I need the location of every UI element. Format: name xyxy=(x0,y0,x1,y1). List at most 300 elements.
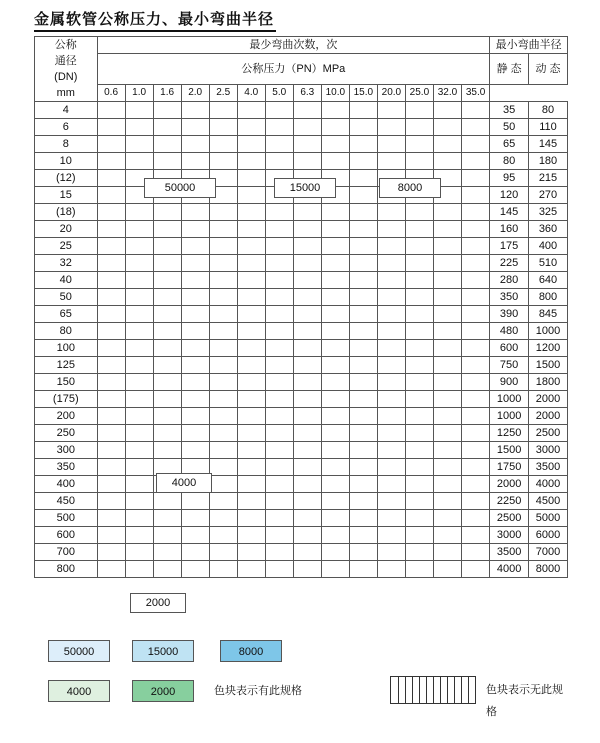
cell-available xyxy=(237,272,265,289)
cell-unavailable xyxy=(237,527,265,544)
cell-available xyxy=(97,204,125,221)
cell-available xyxy=(293,238,321,255)
table-row xyxy=(35,340,568,357)
cell-available xyxy=(349,187,377,204)
cell-unavailable xyxy=(209,476,237,493)
cell-unavailable xyxy=(349,391,377,408)
cell-unavailable xyxy=(461,510,489,527)
cell-unavailable xyxy=(461,204,489,221)
cell-available xyxy=(125,408,153,425)
cell-available xyxy=(237,204,265,221)
header-dn-line1: 公称 xyxy=(54,39,77,51)
cell-available xyxy=(293,306,321,323)
cell-unavailable xyxy=(349,408,377,425)
cell-unavailable xyxy=(265,442,293,459)
cell-unavailable xyxy=(321,425,349,442)
cell-available xyxy=(125,340,153,357)
header-row-1 xyxy=(35,37,568,54)
cell-unavailable xyxy=(209,527,237,544)
cell-available xyxy=(97,272,125,289)
cell-unavailable xyxy=(433,306,461,323)
cell-unavailable xyxy=(405,442,433,459)
cell-available xyxy=(237,289,265,306)
row-radius-dynamic: 2000 xyxy=(529,408,568,425)
cell-available xyxy=(97,306,125,323)
cell-unavailable xyxy=(321,340,349,357)
cell-available xyxy=(209,119,237,136)
cell-unavailable xyxy=(321,408,349,425)
row-dn-label: 50 xyxy=(35,289,98,306)
cell-unavailable xyxy=(349,306,377,323)
cell-unavailable xyxy=(461,391,489,408)
row-radius-static: 750 xyxy=(490,357,529,374)
legend-box-50000: 50000 xyxy=(48,640,110,662)
table-row xyxy=(35,204,568,221)
cell-unavailable xyxy=(377,442,405,459)
cell-unavailable xyxy=(265,527,293,544)
cell-unavailable xyxy=(461,357,489,374)
row-radius-dynamic: 640 xyxy=(529,272,568,289)
row-radius-dynamic: 145 xyxy=(529,136,568,153)
cell-available xyxy=(181,136,209,153)
cell-available xyxy=(125,323,153,340)
cell-available xyxy=(265,102,293,119)
row-dn-label: 350 xyxy=(35,459,98,476)
table-row xyxy=(35,102,568,119)
cell-available xyxy=(181,340,209,357)
cell-available xyxy=(153,425,181,442)
cell-available xyxy=(153,255,181,272)
table-row xyxy=(35,289,568,306)
cell-unavailable xyxy=(461,476,489,493)
cell-unavailable xyxy=(377,340,405,357)
cell-available xyxy=(321,204,349,221)
row-radius-static: 120 xyxy=(490,187,529,204)
cell-available xyxy=(181,153,209,170)
row-dn-label: 150 xyxy=(35,374,98,391)
cell-unavailable xyxy=(433,527,461,544)
row-radius-static: 1000 xyxy=(490,391,529,408)
cell-unavailable xyxy=(321,374,349,391)
pressure-col-header: 1.6 xyxy=(153,85,181,102)
cell-available xyxy=(349,119,377,136)
cell-unavailable xyxy=(265,391,293,408)
header-row-pressure-values xyxy=(35,85,568,102)
row-dn-label: 700 xyxy=(35,544,98,561)
cell-unavailable xyxy=(321,561,349,578)
cell-unavailable xyxy=(265,476,293,493)
legend-box-2000: 2000 xyxy=(132,680,194,702)
cell-unavailable xyxy=(405,510,433,527)
row-radius-static: 80 xyxy=(490,153,529,170)
cell-unavailable xyxy=(405,374,433,391)
cell-available xyxy=(97,408,125,425)
cell-unavailable xyxy=(377,476,405,493)
cell-unavailable xyxy=(433,391,461,408)
cell-available xyxy=(237,238,265,255)
cell-unavailable xyxy=(377,289,405,306)
cell-unavailable xyxy=(377,238,405,255)
cell-available xyxy=(97,561,125,578)
cell-available xyxy=(209,102,237,119)
cell-unavailable xyxy=(349,323,377,340)
cell-available xyxy=(237,136,265,153)
cell-unavailable xyxy=(377,408,405,425)
row-radius-dynamic: 180 xyxy=(529,153,568,170)
row-dn-label: (175) xyxy=(35,391,98,408)
cell-unavailable xyxy=(377,374,405,391)
cell-unavailable xyxy=(293,323,321,340)
header-radius-static: 静 态 xyxy=(490,54,529,85)
pressure-col-header: 10.0 xyxy=(321,85,349,102)
pressure-col-header: 5.0 xyxy=(265,85,293,102)
cell-unavailable xyxy=(209,459,237,476)
cell-unavailable xyxy=(405,391,433,408)
cell-unavailable xyxy=(405,306,433,323)
cell-available xyxy=(349,238,377,255)
cell-available xyxy=(405,119,433,136)
row-radius-dynamic: 6000 xyxy=(529,527,568,544)
row-radius-static: 2250 xyxy=(490,493,529,510)
header-row-2 xyxy=(35,54,568,68)
cell-unavailable xyxy=(377,391,405,408)
cell-available xyxy=(153,102,181,119)
cell-available xyxy=(125,561,153,578)
cell-available xyxy=(97,255,125,272)
cell-unavailable xyxy=(377,544,405,561)
pressure-col-header: 25.0 xyxy=(405,85,433,102)
row-dn-label: 800 xyxy=(35,561,98,578)
cell-available xyxy=(209,323,237,340)
cell-available xyxy=(293,272,321,289)
cell-unavailable xyxy=(461,272,489,289)
row-radius-dynamic: 5000 xyxy=(529,510,568,527)
row-radius-dynamic: 845 xyxy=(529,306,568,323)
cell-unavailable xyxy=(433,374,461,391)
cell-available xyxy=(97,442,125,459)
cell-unavailable xyxy=(293,408,321,425)
row-dn-label: 200 xyxy=(35,408,98,425)
table-row xyxy=(35,493,568,510)
cell-unavailable xyxy=(433,323,461,340)
cell-available xyxy=(97,323,125,340)
cell-available xyxy=(321,255,349,272)
header-dn-cell xyxy=(35,37,98,102)
cell-available xyxy=(237,153,265,170)
pressure-col-header: 20.0 xyxy=(377,85,405,102)
cell-available xyxy=(237,187,265,204)
cell-unavailable xyxy=(405,221,433,238)
cell-available xyxy=(181,255,209,272)
cell-available xyxy=(125,459,153,476)
spec-table-wrapper xyxy=(34,36,568,609)
cell-available xyxy=(97,357,125,374)
cell-unavailable xyxy=(461,459,489,476)
cell-unavailable xyxy=(405,527,433,544)
row-radius-static: 1000 xyxy=(490,408,529,425)
cell-available xyxy=(153,391,181,408)
row-radius-dynamic: 3500 xyxy=(529,459,568,476)
cell-available xyxy=(265,289,293,306)
cell-available xyxy=(265,204,293,221)
cell-unavailable xyxy=(209,544,237,561)
cell-unavailable xyxy=(433,493,461,510)
cell-available xyxy=(181,408,209,425)
cell-available xyxy=(125,442,153,459)
cell-unavailable xyxy=(181,544,209,561)
row-radius-dynamic: 2500 xyxy=(529,425,568,442)
cell-unavailable xyxy=(405,493,433,510)
row-dn-label: 100 xyxy=(35,340,98,357)
cell-available xyxy=(181,221,209,238)
row-radius-static: 175 xyxy=(490,238,529,255)
row-dn-label: 15 xyxy=(35,187,98,204)
cell-unavailable xyxy=(405,255,433,272)
cell-unavailable xyxy=(181,561,209,578)
cell-available xyxy=(265,119,293,136)
cell-unavailable xyxy=(433,255,461,272)
cell-unavailable xyxy=(349,357,377,374)
cell-available xyxy=(97,102,125,119)
legend-box-15000: 15000 xyxy=(132,640,194,662)
row-dn-label: 6 xyxy=(35,119,98,136)
cell-unavailable xyxy=(461,221,489,238)
cell-available xyxy=(293,289,321,306)
cell-unavailable xyxy=(461,374,489,391)
cell-available xyxy=(125,357,153,374)
cell-unavailable xyxy=(433,510,461,527)
cell-available xyxy=(153,357,181,374)
cell-available xyxy=(209,221,237,238)
cell-unavailable xyxy=(433,408,461,425)
cell-unavailable xyxy=(405,561,433,578)
cell-unavailable xyxy=(433,425,461,442)
cell-unavailable xyxy=(433,459,461,476)
cell-unavailable xyxy=(349,493,377,510)
cell-available xyxy=(265,323,293,340)
cell-unavailable xyxy=(265,510,293,527)
cell-unavailable xyxy=(433,442,461,459)
cell-available xyxy=(237,170,265,187)
cell-available xyxy=(97,153,125,170)
table-row xyxy=(35,357,568,374)
cell-available xyxy=(321,272,349,289)
cell-available xyxy=(153,204,181,221)
cell-available xyxy=(209,255,237,272)
cell-unavailable xyxy=(321,493,349,510)
cell-unavailable xyxy=(461,238,489,255)
table-row xyxy=(35,255,568,272)
header-pressure: 公称压力（PN）MPa xyxy=(97,54,490,85)
pressure-col-header: 0.6 xyxy=(97,85,125,102)
cell-unavailable xyxy=(349,425,377,442)
row-radius-dynamic: 2000 xyxy=(529,391,568,408)
row-dn-label: 32 xyxy=(35,255,98,272)
row-radius-static: 3000 xyxy=(490,527,529,544)
row-dn-label: 250 xyxy=(35,425,98,442)
cell-unavailable xyxy=(293,561,321,578)
overlay-value-8000: 8000 xyxy=(379,178,441,198)
cell-available xyxy=(321,221,349,238)
table-row xyxy=(35,544,568,561)
cell-available xyxy=(97,374,125,391)
cell-unavailable xyxy=(265,425,293,442)
cell-unavailable xyxy=(405,238,433,255)
cell-available xyxy=(209,340,237,357)
cell-available xyxy=(349,221,377,238)
row-dn-label: 500 xyxy=(35,510,98,527)
cell-available xyxy=(209,153,237,170)
pressure-col-header: 4.0 xyxy=(237,85,265,102)
cell-unavailable xyxy=(461,408,489,425)
row-radius-dynamic: 800 xyxy=(529,289,568,306)
cell-available xyxy=(209,272,237,289)
cell-unavailable xyxy=(349,442,377,459)
row-radius-dynamic: 4500 xyxy=(529,493,568,510)
cell-unavailable xyxy=(265,561,293,578)
cell-available xyxy=(181,289,209,306)
cell-available xyxy=(125,153,153,170)
cell-unavailable xyxy=(293,374,321,391)
header-radius: 最小弯曲半径 xyxy=(490,37,568,54)
cell-unavailable xyxy=(349,544,377,561)
table-row xyxy=(35,374,568,391)
cell-available xyxy=(209,238,237,255)
cell-unavailable xyxy=(321,442,349,459)
cell-unavailable xyxy=(321,510,349,527)
cell-available xyxy=(125,476,153,493)
overlay-value-4000: 4000 xyxy=(156,473,212,493)
cell-available xyxy=(97,510,125,527)
cell-available xyxy=(209,204,237,221)
row-dn-label: 4 xyxy=(35,102,98,119)
row-radius-dynamic: 3000 xyxy=(529,442,568,459)
overlay-value-15000: 15000 xyxy=(274,178,336,198)
cell-available xyxy=(265,221,293,238)
row-radius-dynamic: 360 xyxy=(529,221,568,238)
table-row xyxy=(35,408,568,425)
cell-unavailable xyxy=(237,425,265,442)
cell-available xyxy=(265,153,293,170)
cell-available xyxy=(321,153,349,170)
cell-available xyxy=(209,357,237,374)
cell-available xyxy=(97,425,125,442)
cell-available xyxy=(125,391,153,408)
cell-available xyxy=(97,391,125,408)
cell-unavailable xyxy=(321,357,349,374)
cell-unavailable xyxy=(349,289,377,306)
cell-unavailable xyxy=(461,442,489,459)
cell-unavailable xyxy=(461,306,489,323)
cell-available xyxy=(125,544,153,561)
cell-available xyxy=(97,493,125,510)
legend-box-8000: 8000 xyxy=(220,640,282,662)
row-radius-static: 95 xyxy=(490,170,529,187)
cell-available xyxy=(97,289,125,306)
cell-unavailable xyxy=(293,493,321,510)
cell-available xyxy=(153,493,181,510)
table-row xyxy=(35,561,568,578)
cell-available xyxy=(237,340,265,357)
cell-available xyxy=(125,374,153,391)
cell-available xyxy=(377,221,405,238)
cell-unavailable xyxy=(377,425,405,442)
cell-available xyxy=(97,476,125,493)
cell-unavailable xyxy=(209,561,237,578)
row-radius-static: 1250 xyxy=(490,425,529,442)
cell-available xyxy=(265,238,293,255)
cell-unavailable xyxy=(405,204,433,221)
cell-available xyxy=(153,119,181,136)
table-row xyxy=(35,527,568,544)
table-body xyxy=(35,102,568,578)
row-dn-label: (18) xyxy=(35,204,98,221)
cell-available xyxy=(293,255,321,272)
cell-available xyxy=(209,136,237,153)
cell-available xyxy=(181,102,209,119)
cell-available xyxy=(293,102,321,119)
cell-available xyxy=(153,340,181,357)
cell-unavailable xyxy=(293,340,321,357)
cell-available xyxy=(125,102,153,119)
table-row xyxy=(35,510,568,527)
cell-available xyxy=(265,136,293,153)
header-radius-dynamic: 动 态 xyxy=(529,54,568,85)
cell-available xyxy=(321,136,349,153)
cell-available xyxy=(181,425,209,442)
row-radius-static: 65 xyxy=(490,136,529,153)
row-radius-static: 2500 xyxy=(490,510,529,527)
cell-available xyxy=(153,153,181,170)
header-dn-line2: 通径 xyxy=(54,55,77,67)
cell-unavailable xyxy=(265,357,293,374)
cell-available xyxy=(209,442,237,459)
page-title: 金属软管公称压力、最小弯曲半径 xyxy=(34,12,275,28)
row-radius-dynamic: 400 xyxy=(529,238,568,255)
row-radius-static: 50 xyxy=(490,119,529,136)
row-radius-dynamic: 1200 xyxy=(529,340,568,357)
cell-available xyxy=(321,102,349,119)
cell-unavailable xyxy=(433,204,461,221)
cell-available xyxy=(377,102,405,119)
cell-unavailable xyxy=(293,442,321,459)
header-dn-line3: (DN) xyxy=(54,71,78,83)
row-dn-label: 10 xyxy=(35,153,98,170)
table-head xyxy=(35,37,568,102)
row-dn-label: (12) xyxy=(35,170,98,187)
cell-available xyxy=(97,221,125,238)
cell-available xyxy=(237,255,265,272)
cell-unavailable xyxy=(405,357,433,374)
cell-available xyxy=(153,510,181,527)
cell-available xyxy=(153,527,181,544)
cell-available xyxy=(181,442,209,459)
cell-available xyxy=(237,323,265,340)
pressure-col-header: 2.5 xyxy=(209,85,237,102)
row-radius-static: 35 xyxy=(490,102,529,119)
table-row xyxy=(35,221,568,238)
row-radius-static: 390 xyxy=(490,306,529,323)
table-row xyxy=(35,272,568,289)
cell-unavailable xyxy=(237,408,265,425)
table-row xyxy=(35,136,568,153)
cell-available xyxy=(209,289,237,306)
cell-unavailable xyxy=(433,561,461,578)
cell-unavailable xyxy=(237,510,265,527)
cell-available xyxy=(293,221,321,238)
row-dn-label: 400 xyxy=(35,476,98,493)
cell-unavailable xyxy=(461,153,489,170)
